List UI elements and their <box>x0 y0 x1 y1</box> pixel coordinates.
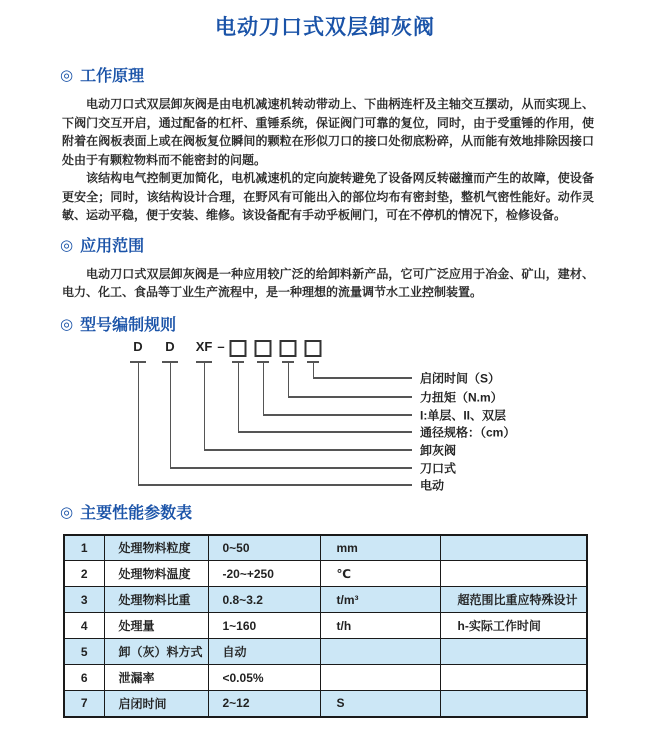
table-cell <box>320 665 440 691</box>
model-connector-line <box>204 449 412 451</box>
table-cell: 处理物料粒度 <box>104 535 208 561</box>
model-connector-line <box>138 362 140 485</box>
table-row <box>64 587 587 613</box>
working-principle-paragraph-2: 该结构电气控制更加简化，电机减速机的定向旋转避免了设备网反转磁撞而产生的故障，使设备更安全；同时，该结构设计合理，在野风有可能出入的部位均布有密封垫，整机气密性能好。动作灵敏、运动平稳，便于安装、维修。该设备配有手动乎板闸门，可在不停机的情况下，检修设备。 <box>62 171 594 222</box>
table-cell: 3 <box>64 587 104 613</box>
model-part-label: 刀口式 <box>420 461 457 475</box>
params-table <box>63 534 588 718</box>
section-header-working-principle <box>60 67 650 87</box>
table-row <box>64 665 587 691</box>
section-bullet-icon: ◎ <box>60 236 74 254</box>
table-row <box>64 639 587 665</box>
table-cell: <0.05% <box>208 665 320 691</box>
table-cell: 启闭时间 <box>104 691 208 717</box>
table-cell: 6 <box>64 665 104 691</box>
table-cell: 0~50 <box>208 535 320 561</box>
table-cell: t/h <box>320 613 440 639</box>
table-cell: 1 <box>64 535 104 561</box>
table-cell <box>320 639 440 665</box>
model-connector-line <box>313 362 315 378</box>
application-scope-paragraph: 电动刀口式双层卸灰阀是一种应用较广泛的给卸料新产品，它可广泛应用于冶金、矿山，建材、电力、化工、食品等丁业生产流程中，是一种理想的流量调节水工业控制装置。 <box>62 266 594 299</box>
model-connector-line <box>238 362 240 432</box>
table-cell: h-实际工作时间 <box>440 613 587 639</box>
table-cell: 4 <box>64 613 104 639</box>
section-header-application-scope <box>60 237 650 257</box>
model-part-label: 通径规格：（cm） <box>420 425 516 439</box>
model-part-label: 力扭矩（N.m） <box>420 390 503 404</box>
section-bullet-icon: ◎ <box>60 67 74 84</box>
model-diagram <box>0 338 650 498</box>
section-title: 主要性能参数表 <box>80 504 193 522</box>
table-cell: 7 <box>64 691 104 717</box>
table-cell: 超范围比重应特殊设计 <box>440 587 587 613</box>
section-header-parameters <box>60 504 650 524</box>
section-bullet-icon: ◎ <box>60 503 74 521</box>
table-row <box>64 613 587 639</box>
model-connector-line <box>313 377 412 379</box>
model-connector-line <box>170 362 172 468</box>
table-cell: 泄漏率 <box>104 665 208 691</box>
section-title: 应用范围 <box>80 237 145 255</box>
table-cell <box>440 639 587 665</box>
model-code-letter: D <box>165 338 175 354</box>
table-row <box>64 691 587 717</box>
section-title: 工作原理 <box>80 68 145 85</box>
model-connector-line <box>263 414 412 416</box>
model-connector-line <box>238 431 412 433</box>
table-cell <box>440 691 587 717</box>
model-connector-line <box>204 362 206 450</box>
model-connector-line <box>263 362 265 415</box>
section-title: 型号编制规则 <box>80 316 177 334</box>
model-part-label: 启闭时间（S） <box>420 371 501 385</box>
table-cell: -20~+250 <box>208 561 320 587</box>
model-part-label: 电动 <box>420 478 445 492</box>
table-cell: t/m³ <box>320 587 440 613</box>
table-cell: 1~160 <box>208 613 320 639</box>
model-code-box <box>305 340 322 357</box>
model-connector-line <box>288 396 412 398</box>
model-code-dash: – <box>217 338 225 354</box>
table-row <box>64 535 587 561</box>
table-cell: 2~12 <box>208 691 320 717</box>
table-cell <box>440 561 587 587</box>
model-part-label: I:单层、II、双层 <box>420 408 506 422</box>
model-code-box <box>255 340 272 357</box>
model-code-box <box>230 340 247 357</box>
table-cell: mm <box>320 535 440 561</box>
section-bullet-icon: ◎ <box>60 315 74 333</box>
table-cell <box>440 665 587 691</box>
model-connector-line <box>170 467 412 469</box>
model-code-letter: D <box>133 338 143 354</box>
table-cell: 处理物料温度 <box>104 561 208 587</box>
table-cell: 5 <box>64 639 104 665</box>
model-connector-line <box>288 362 290 397</box>
table-cell: 处理物料比重 <box>104 587 208 613</box>
table-cell: 2 <box>64 561 104 587</box>
model-code-letter: XF <box>195 338 213 354</box>
table-cell: ℃ <box>320 561 440 587</box>
model-part-label: 卸灰阀 <box>420 443 457 457</box>
page-title: 电动刀口式双层卸灰阀 <box>215 16 435 39</box>
table-cell: 0.8~3.2 <box>208 587 320 613</box>
model-connector-line <box>138 484 412 486</box>
table-cell: 卸（灰）料方式 <box>104 639 208 665</box>
table-cell <box>440 535 587 561</box>
table-row <box>64 561 587 587</box>
params-table-body <box>64 535 587 717</box>
model-code-box <box>280 340 297 357</box>
working-principle-paragraph-1: 电动刀口式双层卸灰阀是由电机减速机转动带动上、下曲柄连杆及主轴交互摆动，从而实现上、下阀门交互开启，通过配备的杠杆、重锤系统，保证阀门可靠的复位，同时，由于受重锤的作用，使附着在阀板表面上或在阀板复位瞬间的颗粒在形似刀口的接口处彻底粉碎，从而能有效地排除因接口处由于有颗粒物料而不能密封的问题。 <box>62 97 594 167</box>
table-cell: S <box>320 691 440 717</box>
table-cell: 处理量 <box>104 613 208 639</box>
section-header-model-rules <box>60 316 650 336</box>
table-cell: 自动 <box>208 639 320 665</box>
